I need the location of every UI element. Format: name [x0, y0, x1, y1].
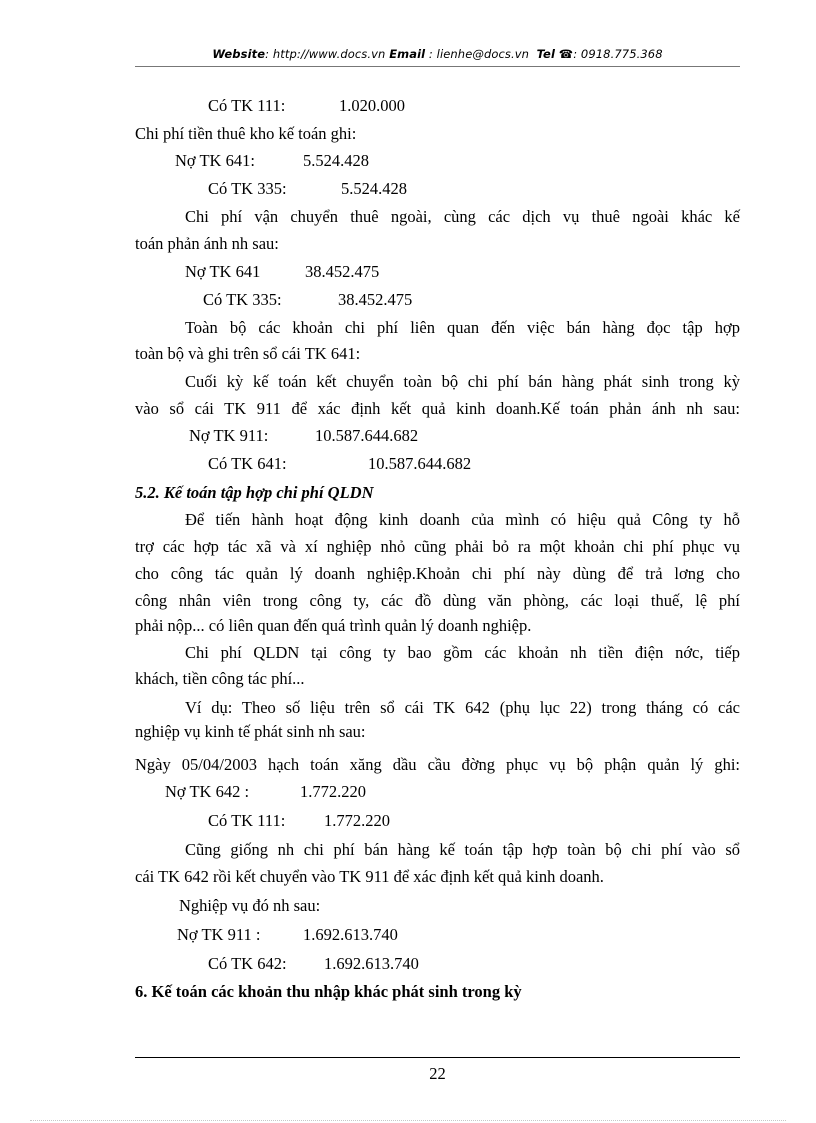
paragraph-line: nghiệp vụ kinh tế phát sinh nh sau:: [135, 722, 366, 741]
paragraph-line: Để tiến hành hoạt động kinh doanh của mình có hiệu quả Công ty hỗ: [185, 510, 740, 529]
section-heading-5-2: 5.2. Kế toán tập hợp chi phí QLDN: [135, 483, 374, 502]
paragraph-line: toán phản ánh nh sau:: [135, 234, 279, 253]
paragraph-line: Nghiệp vụ đó nh sau:: [179, 896, 321, 915]
paragraph-line: toàn bộ và ghi trên sổ cái TK 641:: [135, 344, 361, 363]
paragraph-line: khách, tiền công tác phí...: [135, 669, 305, 688]
page-header: [135, 47, 740, 61]
paragraph-line: Cuối kỳ kế toán kết chuyển toàn bộ chi phí bán hàng phát sinh trong kỳ: [185, 372, 740, 391]
paragraph-line: Chi phí vận chuyển thuê ngoài, cùng các dịch vụ thuê ngoài khác kế: [185, 207, 740, 226]
section-heading-6: 6. Kế toán các khoản thu nhập khác phát sinh trong kỳ: [135, 982, 522, 1001]
website-label: Website: [212, 47, 266, 61]
entry-line: Có TK 111: 1.772.220: [208, 811, 390, 830]
entry-line: Có TK 335: 38.452.475: [203, 290, 413, 309]
telephone-icon: ☎: [558, 47, 574, 61]
paragraph-line: Toàn bộ các khoản chi phí liên quan đến việc bán hàng đọc tập hợp: [185, 318, 740, 337]
paragraph-line: cho công tác quản lý doanh nghiệp.Khoản chi phí này dùng để trả lơng cho: [135, 564, 740, 583]
header-divider: [135, 66, 740, 67]
paragraph-line: Ví dụ: Theo số liệu trên sổ cái TK 642 (phụ lục 22) trong tháng có các: [185, 698, 740, 717]
entry-line: Có TK 641: 10.587.644.682: [208, 454, 472, 473]
entry-line: Nợ TK 911 : 1.692.613.740: [177, 925, 398, 944]
paragraph-line: phải nộp... có liên quan đến quá trình quản lý doanh nghiệp.: [135, 616, 532, 635]
footer-divider: [135, 1057, 740, 1058]
entry-line: Nợ TK 641: 5.524.428: [175, 151, 369, 170]
tel-value: : 0918.775.368: [573, 47, 663, 61]
paragraph-line: vào sổ cái TK 911 để xác định kết quả kinh doanh.Kế toán phản ánh nh sau:: [135, 399, 740, 418]
paragraph-line: Ngày 05/04/2003 hạch toán xăng dầu cầu đờng phục vụ bộ phận quản lý ghi:: [135, 755, 740, 774]
tel-label: Tel: [536, 47, 555, 61]
entry-line: Có TK 642: 1.692.613.740: [208, 954, 419, 973]
paragraph-line: Chi phí QLDN tại công ty bao gồm các khoản nh tiền điện nớc, tiếp: [185, 643, 740, 662]
email-value: : lienhe@docs.vn: [425, 47, 530, 61]
text-line: Chi phí tiền thuê kho kế toán ghi:: [135, 124, 357, 143]
paragraph-line: Cũng giống nh chi phí bán hàng kế toán tập hợp toàn bộ chi phí vào sổ: [185, 840, 740, 859]
paragraph-line: trợ các hợp tác xã và xí nghiệp nhỏ cũng phải bỏ ra một khoản chi phí phục vụ: [135, 537, 740, 556]
paragraph-line: cái TK 642 rồi kết chuyển vào TK 911 để xác định kết quả kinh doanh.: [135, 867, 604, 886]
page-number: 22: [429, 1064, 446, 1083]
entry-line: Có TK 335: 5.524.428: [208, 179, 407, 198]
website-value: : http://www.docs.vn: [265, 47, 386, 61]
page-edge-dotted-line: [30, 1120, 786, 1121]
email-label: Email: [389, 47, 426, 61]
entry-line: Nợ TK 641 38.452.475: [185, 262, 380, 281]
entry-line: Nợ TK 642 : 1.772.220: [165, 782, 366, 801]
paragraph-line: công nhân viên trong công ty, các đồ dùng văn phòng, các loại thuế, lệ phí: [135, 591, 740, 610]
entry-line: Có TK 111: 1.020.000: [208, 96, 405, 115]
entry-line: Nợ TK 911: 10.587.644.682: [189, 426, 419, 445]
